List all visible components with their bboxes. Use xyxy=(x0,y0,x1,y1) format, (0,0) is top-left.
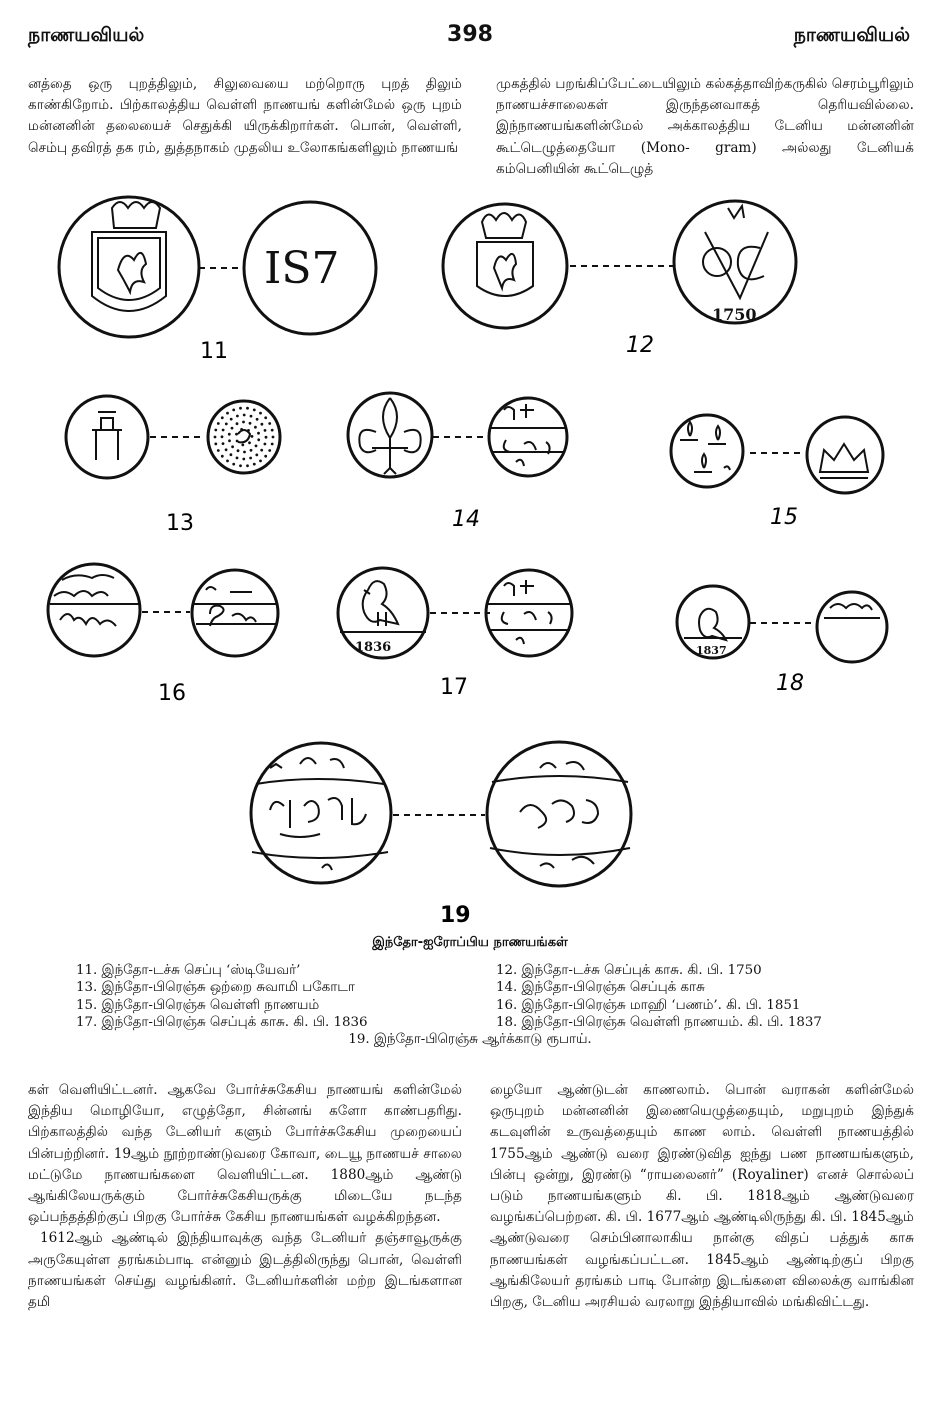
coin-16-obverse xyxy=(48,564,140,656)
coin-texture-dot xyxy=(247,429,250,432)
coin-texture-dot xyxy=(232,409,235,412)
coin-texture-dot xyxy=(226,412,229,415)
coin-texture-dot xyxy=(228,433,231,436)
legend-item: 17. இந்தோ-பிரெஞ்சு செப்புக் காசு. கி. பி. 1836 xyxy=(76,1015,368,1031)
coin-texture-dot xyxy=(236,440,239,443)
coin-texture-dot xyxy=(236,457,239,460)
coin-texture-dot xyxy=(249,422,252,425)
top-right-paragraph: முகத்தில் பறங்கிப்பேட்டையிலும் கல்கத்தாவிற்கருகில் செரம்பூரிலும் நாணயச்சாலைகள் இருந்தனவாகத் தெரியவில்லை. இந்நாணயங்களின்மேல் அக்காலத்திய டேனிய மன்னனின் கூட்டெழுத்தையோ (Mono- gram) அல்லது டேனியக் கம்பெனியின் கூட்டெழுத் xyxy=(496,76,914,177)
running-header-left: நாணயவியல் xyxy=(28,24,145,46)
coin-texture-dot xyxy=(231,427,234,430)
coin-texture-dot xyxy=(214,443,217,446)
bottom-right-paragraph: ழையோ ஆண்டுடன் காணலாம். பொன் வராகன் களின்மேல் ஒருபுறம் மன்னனின் இணையெழுத்தையும், மறுபுறம் இந்துக் கடவுளின் உருவத்தையும் காண லாம். வெள்ளி நாணயத்தில் 1755ஆம் ஆண்டு வரை இரண்டுவித ஐந்து பண நாணயங்களும், பின்பு ஒன்று, இரண்டு “ராயலைனர்” (Royaliner) எனச் சொல்லப் படும் நாணயங்களும் கி. பி. 1818ஆம் ஆண்டுவரை வழங்கப்பெற்றன. கி. பி. 1677ஆம் ஆண்டிலிருந்து கி. பி. 1845ஆம் ஆண்டுவரை செம்பினாலாகிய நான்கு விதப் பத்துக் காசு நாணயங்கள் வழங்கப்பட்டன. 1845ஆம் ஆண்டிற்குப் பிறகு ஆங்கிலேயர் தரங்கம் பாடி போன்ற இடங்களை விலைக்கு வாங்கின பிறகு, டேனிய அரசியல் வரலாறு இந்தியாவில் மங்கிவிட்டது. xyxy=(490,1082,914,1311)
coin-texture-dot xyxy=(260,449,263,452)
coin-texture-dot xyxy=(250,449,253,452)
legend-item: 18. இந்தோ-பிரெஞ்சு வெள்ளி நாணயம். கி. பி. 1837 xyxy=(496,1015,822,1031)
coin-texture-dot xyxy=(259,412,262,415)
coin-texture-dot xyxy=(217,422,220,425)
coin-label-19: 19 xyxy=(440,903,471,928)
coin-label-13: 13 xyxy=(166,511,194,536)
legend-item-19: 19. இந்தோ-பிரெஞ்சு ஆர்க்காடு ரூபாய். xyxy=(348,1032,592,1047)
coin-texture-dot xyxy=(254,426,257,429)
coin-label-11: 11 xyxy=(200,339,228,364)
coin-13-reverse xyxy=(208,401,280,473)
coin-texture-dot xyxy=(253,463,256,466)
coin-12-year: 1750 xyxy=(712,305,757,324)
coin-11-reverse xyxy=(244,202,376,334)
coin-17-reverse xyxy=(486,570,572,656)
coin-11-inscription: IS7 xyxy=(264,243,340,294)
coin-texture-dot xyxy=(230,418,233,421)
coin-texture-dot xyxy=(246,464,249,467)
coin-texture-dot xyxy=(265,436,268,439)
coin-texture-dot xyxy=(255,454,258,457)
legend-item: 12. இந்தோ-டச்சு செப்புக் காசு. கி. பி. 1750 xyxy=(496,963,762,978)
coin-12-obverse xyxy=(443,204,567,328)
coin-texture-dot xyxy=(264,443,267,446)
coin-texture-dot xyxy=(226,460,229,463)
coin-texture-dot xyxy=(221,416,224,419)
coin-17-obverse xyxy=(338,568,428,658)
coin-texture-dot xyxy=(231,445,234,448)
coin-texture-dot xyxy=(251,435,254,438)
coin-19-reverse xyxy=(487,742,631,886)
coin-18-year: 1837 xyxy=(696,644,727,657)
coin-texture-dot xyxy=(248,441,251,444)
coin-texture-dot xyxy=(259,460,262,463)
coin-texture-dot xyxy=(261,423,264,426)
legend-item: 15. இந்தோ-பிரெஞ்சு வெள்ளி நாணயம் xyxy=(76,997,320,1013)
coin-texture-dot xyxy=(264,455,267,458)
figure-caption: இந்தோ-ஐரோப்பிய நாணயங்கள் xyxy=(372,935,568,950)
bottom-right-column xyxy=(490,1080,914,1313)
coin-texture-dot xyxy=(271,443,274,446)
coin-19-obverse xyxy=(251,743,391,883)
coin-texture-dot xyxy=(242,421,245,424)
coin-texture-dot xyxy=(246,407,249,410)
coin-texture-dot xyxy=(268,422,271,425)
coin-texture-dot xyxy=(217,449,220,452)
legend-right xyxy=(496,962,822,1032)
coin-label-18: 18 xyxy=(776,671,804,696)
coin-label-17: 17 xyxy=(440,675,468,700)
coin-texture-dot xyxy=(239,464,242,467)
coin-texture-dot xyxy=(230,453,233,456)
coin-texture-dot xyxy=(249,457,252,460)
coin-texture-dot xyxy=(221,455,224,458)
coin-texture-dot xyxy=(255,445,258,448)
coin-texture-dot xyxy=(214,436,217,439)
page-number: 398 xyxy=(447,22,493,47)
coin-label-12: 12 xyxy=(626,333,654,358)
coin-14-reverse xyxy=(489,398,567,476)
coin-texture-dot xyxy=(257,438,260,441)
coin-12-reverse xyxy=(674,201,796,324)
coin-texture-dot xyxy=(235,433,238,436)
coin-texture-dot xyxy=(236,422,239,425)
coin-11-obverse xyxy=(59,197,199,337)
coin-texture-dot xyxy=(264,429,267,432)
top-left-paragraph: னத்தை ஒரு புறத்திலும், சிலுவையை மற்றொரு புறத் திலும் காண்கிறோம். பிற்காலத்திய வெள்ளி நாணயங் களின்மேல் ஒரு புறம் மன்னனின் தலையைச் செதுக்கி யிருக்கிறார்கள். பொன், வெள்ளி, செம்பு தவிரத் தக ரம், துத்தநாகம் முதலிய உலோகங்களிலும் நாணயங் xyxy=(28,76,462,156)
coin-15-reverse xyxy=(807,417,883,493)
coin-texture-dot xyxy=(237,449,240,452)
coin-texture-dot xyxy=(271,429,274,432)
coin-texture-dot xyxy=(240,428,243,431)
running-header-right: நாணயவியல் xyxy=(793,24,910,46)
coin-texture-dot xyxy=(214,429,217,432)
coin-texture-dot xyxy=(243,414,246,417)
coin-texture-dot xyxy=(221,435,224,438)
coin-13-obverse xyxy=(66,396,148,478)
coin-texture-dot xyxy=(222,429,225,432)
coin-18-reverse xyxy=(817,592,887,662)
coin-texture-dot xyxy=(253,409,256,412)
coin-texture-dot xyxy=(272,436,275,439)
bottom-left-paragraph-1: கள் வெளியிட்டனர். ஆகவே போர்ச்சுகேசிய நாணயங் களின்மேல் இந்திய மொழியோ, எழுத்தோ, சின்னங் களோ காண்பதரிது. பிற்காலத்தில் வந்த டேனியர் களும் போர்ச்சுகேசிய முறையைப் பின்பற்றினர். 19ஆம் நூற்றாண்டுவரை கோவா, டையூ நாணயச் சாலை மட்டுமே நாணயங்களை வெளியிட்டன. 1880ஆம் ஆண்டு ஆங்கிலேயருக்கும் போர்ச்சுகேசியருக்கு மிடையே நடந்த ஒப்பந்தத்திற்குப் பிறகு போர்ச்சு கேசிய நாணயங்கள் வழக்கிறந்தன. xyxy=(28,1082,462,1226)
coin-texture-dot xyxy=(250,415,253,418)
coin-texture-dot xyxy=(225,423,228,426)
legend-item: 11. இந்தோ-டச்சு செப்பு ‘ஸ்டியேவர்’ xyxy=(76,963,301,978)
coin-15-obverse xyxy=(671,415,743,487)
coin-17-year: 1836 xyxy=(355,640,392,655)
coin-16-reverse xyxy=(192,570,278,656)
coin-texture-dot xyxy=(241,444,244,447)
coin-label-15: 15 xyxy=(770,505,798,530)
coin-texture-dot xyxy=(222,442,225,445)
coin-texture-dot xyxy=(232,463,235,466)
coin-texture-dot xyxy=(239,407,242,410)
coin-texture-dot xyxy=(243,451,246,454)
coin-texture-dot xyxy=(268,449,271,452)
legend-item: 14. இந்தோ-பிரெஞ்சு செப்புக் காசு xyxy=(496,980,705,996)
coin-texture-dot xyxy=(225,448,228,451)
coin-label-14: 14 xyxy=(452,507,480,532)
coin-texture-dot xyxy=(236,415,239,418)
coin-texture-dot xyxy=(242,458,245,461)
coin-texture-dot xyxy=(256,418,259,421)
coin-label-16: 16 xyxy=(158,681,186,706)
legend-item: 13. இந்தோ-பிரெஞ்சு ஒற்றை சுவாமி பகோடா xyxy=(76,980,355,996)
coin-14-obverse xyxy=(348,393,432,477)
coin-texture-dot xyxy=(264,416,267,419)
coin-texture-dot xyxy=(257,432,260,435)
coin-13-dots xyxy=(214,407,275,467)
coin-18-obverse xyxy=(677,586,749,658)
bottom-left-paragraph-2: 1612ஆம் ஆண்டில் இந்தியாவுக்கு வந்த டேனியர் தஞ்சாவூருக்கு அருகேயுள்ள தரங்கம்பாடி என்னும் இடத்திலிருந்து பொன், வெள்ளி நாணயங்கள் செய்து வழங்கினர். டேனியர்களின் மற்ற இடங்களான தமி xyxy=(28,1230,462,1311)
legend-item: 16. இந்தோ-பிரெஞ்சு மாஹி ‘பணம்’. கி. பி. 1851 xyxy=(496,997,801,1013)
coin-texture-dot xyxy=(228,439,231,442)
legend-left xyxy=(76,962,368,1032)
bottom-left-column xyxy=(28,1080,462,1313)
